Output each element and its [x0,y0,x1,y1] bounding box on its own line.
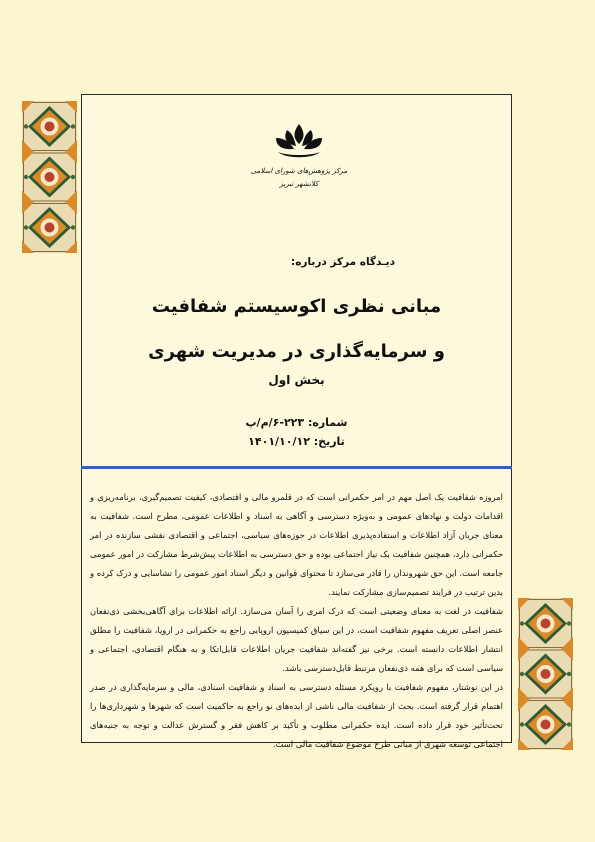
ornament-border-right [518,598,573,750]
research-center-logo [250,118,348,200]
ornament-border-left [22,101,77,253]
part-label: بخش اول [268,373,325,387]
body-text [90,488,503,754]
title-line-2: و سرمایه‌گذاری در مدیریت شهری [148,341,445,362]
logo-org-name: مرکز پژوهش‌های شورای اسلامی [250,167,348,175]
paragraph-2: شفافیت در لغت به معنای وضعیتی است که درک امری را آسان می‌سازد. ارائه اطلاعات برای آگاهی‌بخشی ذی‌نفعان عنصر اصلی تعریف مفهوم شفافیت است، در این سیاق کمیسیون اروپایی راجع به حکمرانی در اروپا، شفافیت را مطلق انتشار اطلاعات دانسته است. برخی نیز گفته‌اند شفافیت جریان اطلاعات قابل‌اتکا و به هنگام اقتصادی، اجتماعی و سیاسی است که برای همه ذی‌نفعان مرتبط قابل‌دسترسی باشد. [90,606,503,673]
paragraph-1: امروزه شفافیت یک اصل مهم در امر حکمرانی است که در قلمرو مالی و اقتصادی، کیفیت تصمیم‌گیری، برنامه‌ریزی و اقدامات دولت و نهادهای عمومی و به‌ویژه دسترسی و آگاهی به اسناد و اطلاعات عمومی، مطرح است. شفافیت به معنای جریان آزاد اطلاعات و استفاده‌پذیری اطلاعات در حوزه‌های سیاسی، اجتماعی و اقتصادی نقشی سازنده در امر حکمرانی دارد، همچنین شفافیت یک نیاز اجتماعی بوده و حق دسترسی به اطلاعات پیش‌شرط مشارکت در امور عمومی جامعه است. این حق شهروندان را قادر می‌سازد تا محتوای قوانین و دیگر اسناد امور عمومی را تشاسایی و درک کرده و بدین ترتیب در فرایند تصمیم‌سازی مشارکت نمایند. [90,492,503,597]
title-line-1: مبانی نظری اکوسیستم شفافیت [151,296,442,317]
document-date: تاریخ: ۱۴۰۱/۱۰/۱۲ [248,435,345,448]
document-number: شماره: ۲۲۳-۶/م/پ [245,416,348,429]
view-label: دیـدگاه مرکز درباره: [291,256,395,268]
divider-rule [81,466,512,469]
paragraph-3: در این نوشتار، مفهوم شفافیت با رویکرد مسئله دسترسی به اسناد و شفافیت اسنادی، مالی و سرمایه‌گذاری در صدر اهتمام قرار گرفته است. بحث از شفافیت مالی ناشی از ایده‌های نو راجع به حاکمیت است که شهرها و شهرداری‌ها را تحت‌تأثیر خود قرار داده است. ایده حکمرانی مطلوب و تأکید بر کاهش فقر و گسترش عدالت و توجه به جنبه‌های اجتماعی توسعه شهری از مبانی طرح موضوع شفافیت مالی است. [90,682,503,749]
logo-city: کلانشهر تبریز [279,180,319,188]
